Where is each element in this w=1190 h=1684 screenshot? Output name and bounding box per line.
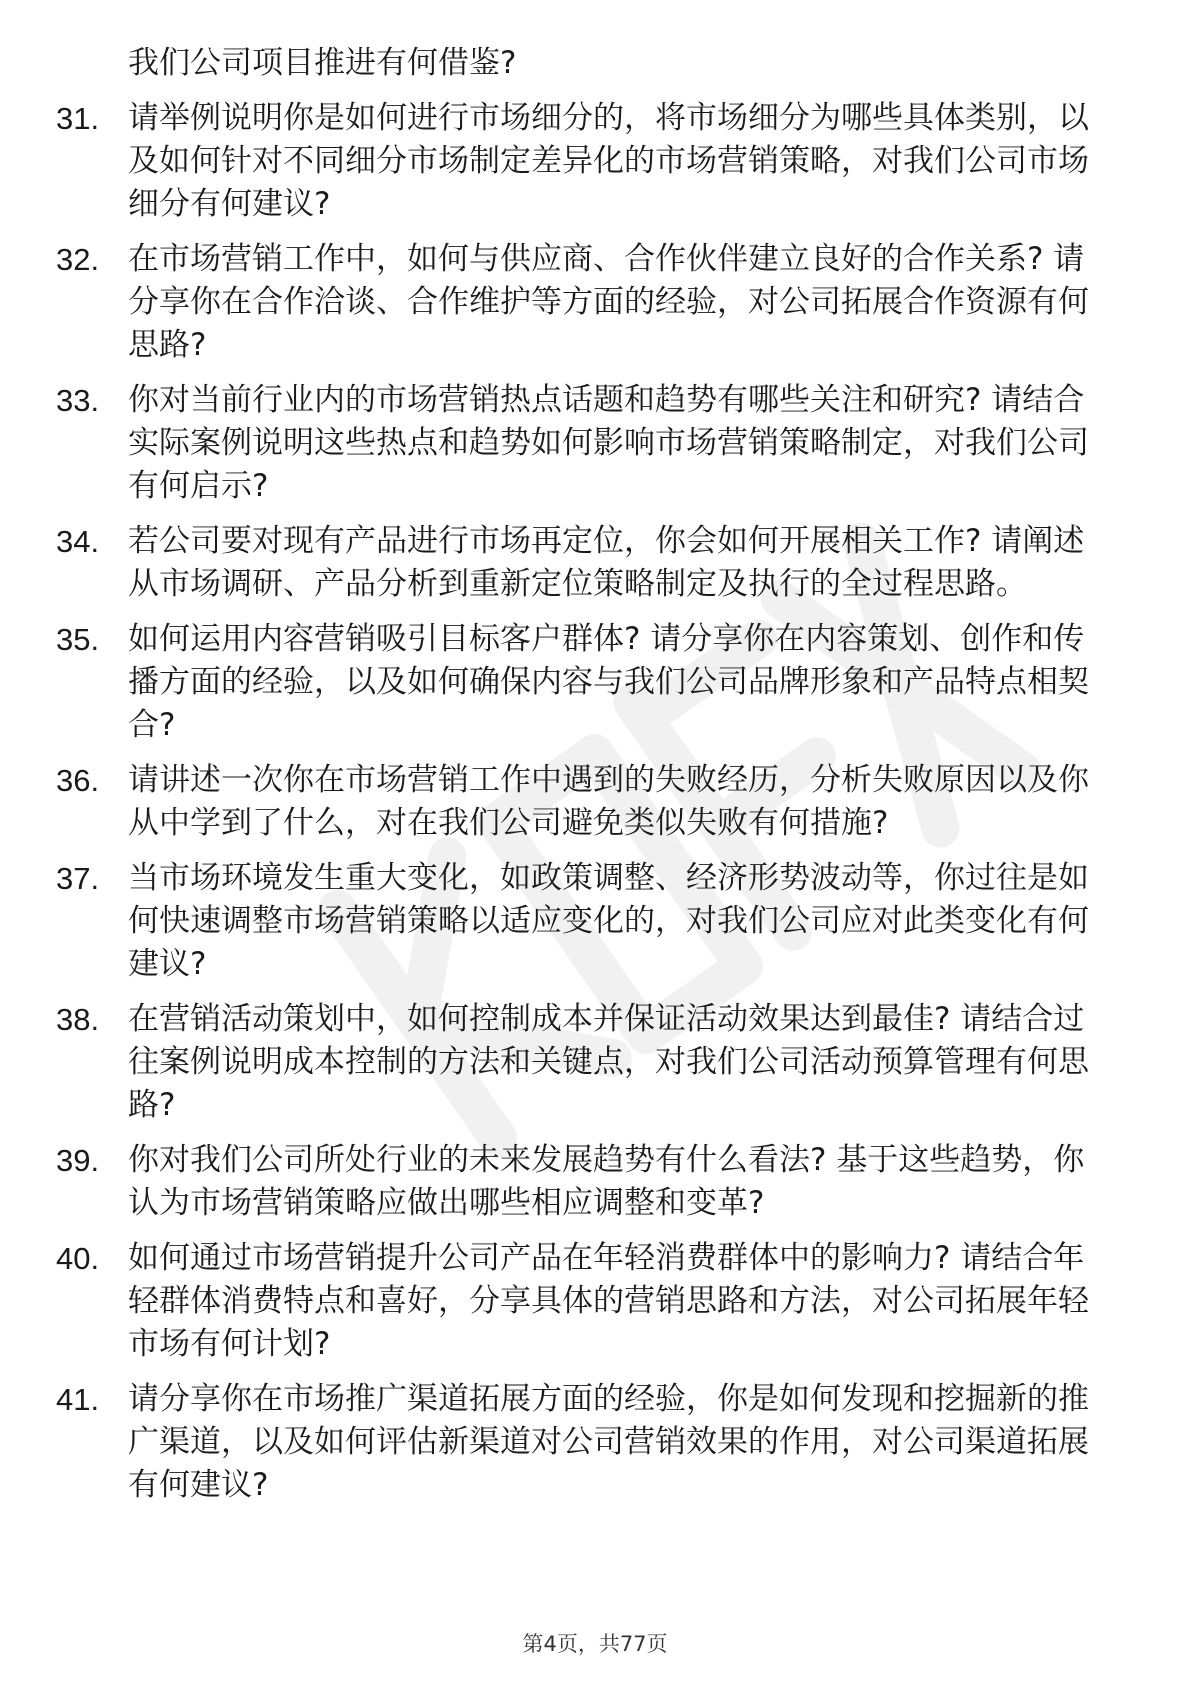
list-item [56, 97, 1106, 226]
continued-paragraph: 我们公司项目推进有何借鉴? [128, 45, 517, 81]
page-number: 第4页，共77页 [522, 1632, 668, 1656]
question-number: 40. [56, 1241, 100, 1276]
question-text: 请讲述一次你在市场营销工作中遇到的失败经历，分析失败原因以及你从中学到了什么，对在我们公司避免类似失败有何措施? [128, 762, 1089, 841]
question-text: 在市场营销工作中，如何与供应商、合作伙伴建立良好的合作关系? 请分享你在合作洽谈、合作维护等方面的经验，对公司拓展合作资源有何思路? [128, 241, 1089, 363]
question-text: 请分享你在市场推广渠道拓展方面的经验，你是如何发现和挖掘新的推广渠道，以及如何评估新渠道对公司营销效果的作用，对公司渠道拓展有何建议? [128, 1381, 1089, 1503]
question-text: 你对当前行业内的市场营销热点话题和趋势有哪些关注和研究? 请结合实际案例说明这些热点和趋势如何影响市场营销策略制定，对我们公司有何启示? [128, 382, 1089, 504]
question-number: 37. [56, 861, 100, 896]
question-number: 34. [56, 524, 100, 559]
document-body [56, 42, 1106, 1519]
question-list [56, 97, 1106, 1507]
list-item [56, 759, 1106, 845]
list-item [56, 238, 1106, 367]
question-text: 如何通过市场营销提升公司产品在年轻消费群体中的影响力? 请结合年轻群体消费特点和喜好，分享具体的营销思路和方法，对公司拓展年轻市场有何计划? [128, 1240, 1089, 1362]
question-number: 33. [56, 383, 100, 418]
list-item [56, 998, 1106, 1127]
question-number: 31. [56, 101, 100, 136]
list-item [56, 1378, 1106, 1507]
list-item [56, 520, 1106, 606]
list-item [56, 1139, 1106, 1225]
question-text: 你对我们公司所处行业的未来发展趋势有什么看法? 基于这些趋势，你认为市场营销策略应做出哪些相应调整和变革? [128, 1142, 1085, 1221]
list-item [56, 1237, 1106, 1366]
list-item [56, 379, 1106, 508]
question-text: 如何运用内容营销吸引目标客户群体? 请分享你在内容策划、创作和传播方面的经验，以及如何确保内容与我们公司品牌形象和产品特点相契合? [128, 621, 1089, 743]
question-number: 38. [56, 1002, 100, 1037]
question-text: 在营销活动策划中，如何控制成本并保证活动效果达到最佳? 请结合过往案例说明成本控制的方法和关键点，对我们公司活动预算管理有何思路? [128, 1001, 1089, 1123]
question-text: 若公司要对现有产品进行市场再定位，你会如何开展相关工作? 请阐述从市场调研、产品分析到重新定位策略制定及执行的全过程思路。 [128, 523, 1085, 602]
question-number: 41. [56, 1382, 100, 1417]
question-number: 35. [56, 622, 100, 657]
question-number: 36. [56, 763, 100, 798]
list-item [56, 618, 1106, 747]
question-number: 32. [56, 242, 100, 277]
list-item [56, 857, 1106, 986]
question-text: 当市场环境发生重大变化，如政策调整、经济形势波动等，你过往是如何快速调整市场营销策略以适应变化的，对我们公司应对此类变化有何建议? [128, 860, 1089, 982]
question-text: 请举例说明你是如何进行市场细分的，将市场细分为哪些具体类别，以及如何针对不同细分市场制定差异化的市场营销策略，对我们公司市场细分有何建议? [128, 100, 1089, 222]
question-number: 39. [56, 1143, 100, 1178]
